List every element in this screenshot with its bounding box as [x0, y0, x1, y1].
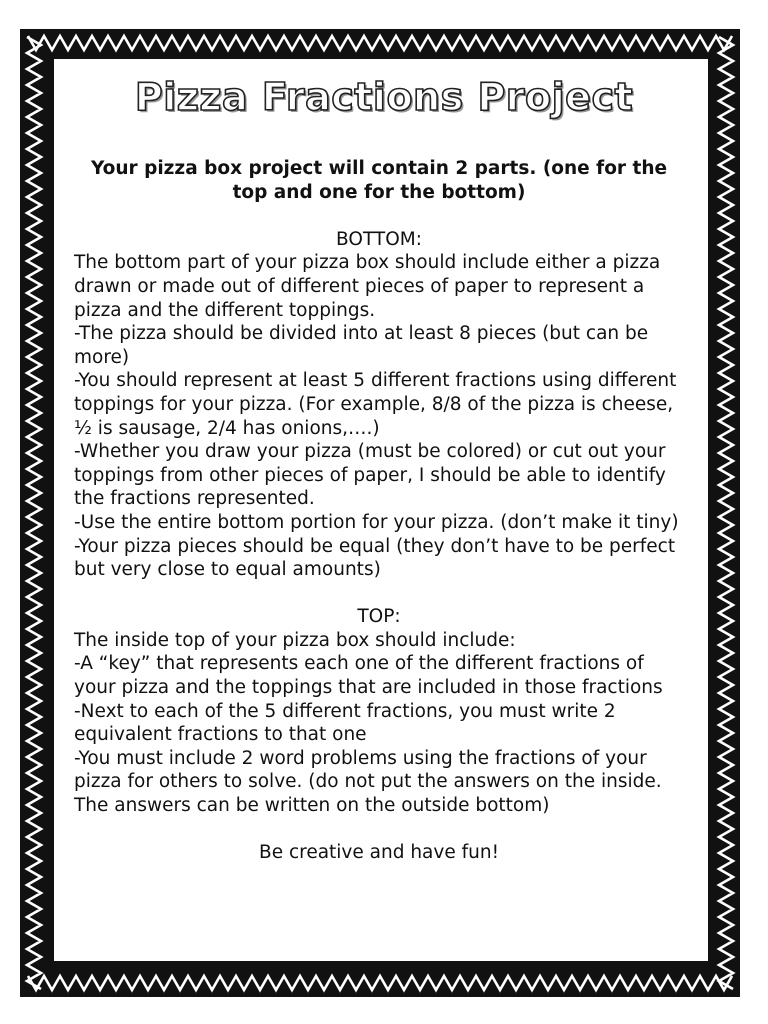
intro-text: Your pizza box project will contain 2 parts. (one for the top and one for the bottom)	[90, 158, 668, 203]
spacer	[74, 582, 684, 606]
bottom-line: -Use the entire bottom portion for your pizza. (don’t make it tiny)	[74, 511, 679, 533]
top-heading: TOP:	[357, 606, 401, 628]
bottom-line: -Whether you draw your pizza (must be colored) or cut out your toppings from other pieces of paper, I should be able to identify the fractions represented.	[74, 441, 666, 510]
bottom-line: -You should represent at least 5 different fractions using different toppings for your pizza. (For example, 8/8 of the pizza is cheese, ½ is sausage, 2/4 has onions,….)	[74, 370, 677, 439]
bottom-line: -The pizza should be divided into at least 8 pieces (but can be more)	[74, 323, 649, 368]
bottom-heading: BOTTOM:	[336, 228, 422, 250]
spacer	[74, 204, 684, 228]
bottom-line: -Your pizza pieces should be equal (they don’t have to be perfect but very close to equal amounts)	[74, 535, 676, 581]
bottom-line: The bottom part of your pizza box should include either a pizza drawn or made out of different pieces of paper to represent a pizza and the different toppings.	[74, 252, 661, 321]
top-line: -Next to each of the 5 different fractions, you must write 2 equivalent fractions to that one	[74, 700, 616, 746]
top-line: -You must include 2 word problems using the fractions of your pizza for others to solve. (do not put the answers on the inside. The answers can be written on the outside bottom)	[74, 747, 662, 817]
page-title: Pizza Fractions Project	[134, 75, 634, 119]
closing-text: Be creative and have fun!	[259, 842, 499, 864]
spacer	[74, 818, 684, 842]
top-line: -A “key” that represents each one of the different fractions of your pizza and the toppings that are included in those fractions	[74, 653, 663, 699]
top-line: The inside top of your pizza box should include:	[74, 629, 516, 651]
document-body	[74, 157, 684, 865]
